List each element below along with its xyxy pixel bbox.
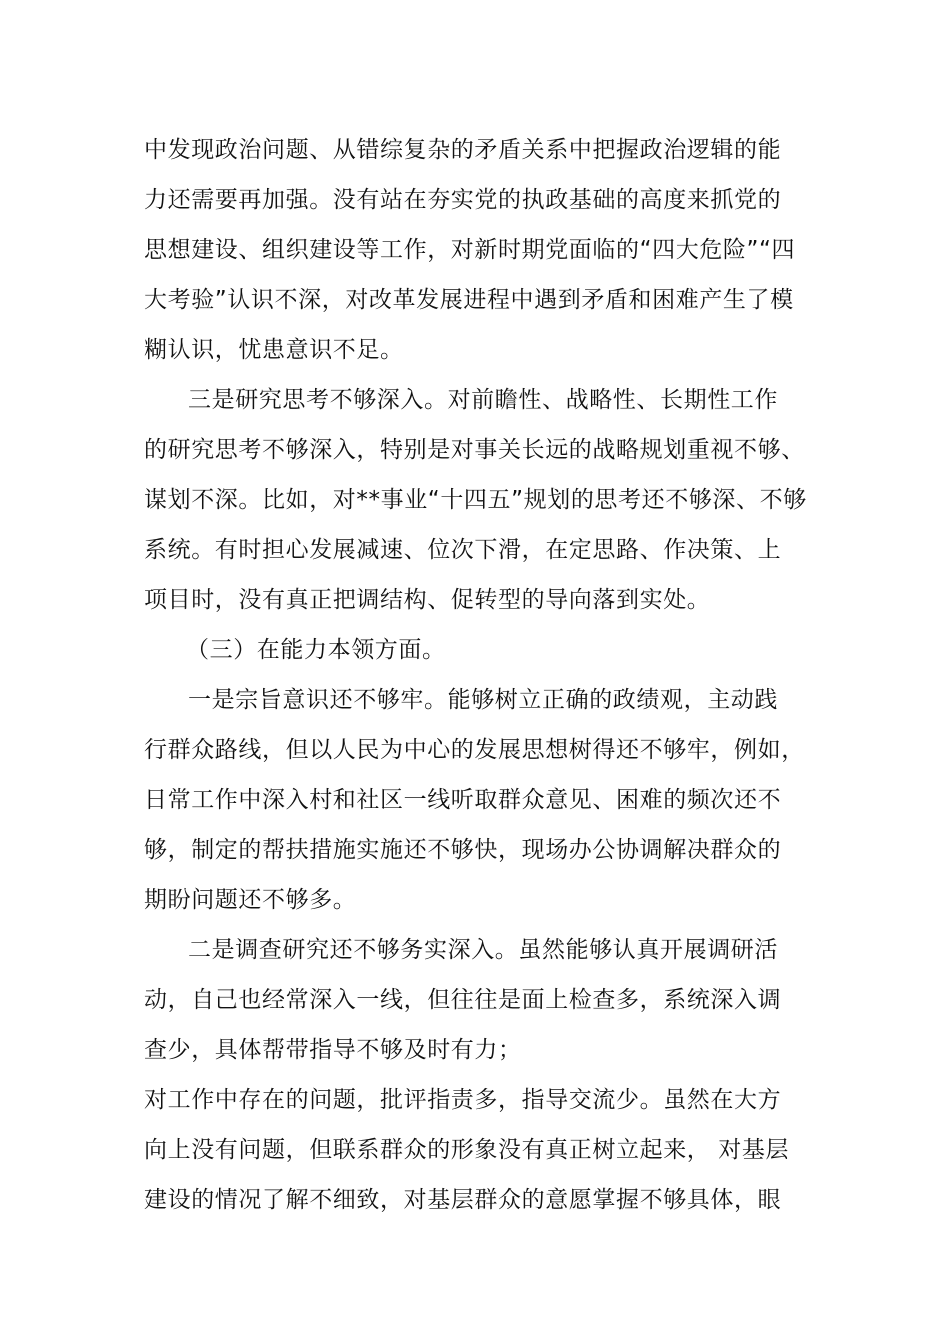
paragraph-line: 的研究思考不够深入，特别是对事关长远的战略规划重视不够、 <box>144 437 805 463</box>
paragraph-line: 系统。有时担心发展减速、位次下滑，在定思路、作决策、上 <box>144 537 782 563</box>
paragraph-line: 二是调查研究还不够务实深入。虽然能够认真开展调研活 <box>188 937 778 963</box>
paragraph-line: 项目时，没有真正把调结构、促转型的导向落到实处。 <box>144 587 711 613</box>
paragraph-line: 三是研究思考不够深入。对前瞻性、战略性、长期性工作 <box>188 387 778 413</box>
paragraph-line: 建设的情况了解不细致，对基层群众的意愿掌握不够具体，眼 <box>144 1187 782 1213</box>
paragraph-line: 糊认识，忧患意识不足。 <box>144 337 404 363</box>
paragraph-line: 对工作中存在的问题，批评指责多，指导交流少。虽然在大方 <box>144 1087 782 1113</box>
paragraph-line: 查少，具体帮带指导不够及时有力； <box>144 1037 522 1063</box>
paragraph-line: 向上没有问题，但联系群众的形象没有真正树立起来， 对基层 <box>144 1137 790 1163</box>
section-heading: （三）在能力本领方面。 <box>186 637 446 663</box>
paragraph-line: 思想建设、组织建设等工作，对新时期党面临的“四大危险”“四 <box>144 237 796 263</box>
paragraph-line: 谋划不深。比如，对**事业“十四五”规划的思考还不够深、不够 <box>144 487 807 513</box>
paragraph-line: 期盼问题还不够多。 <box>144 887 357 913</box>
paragraph-line: 日常工作中深入村和社区一线听取群众意见、困难的频次还不 <box>144 787 782 813</box>
paragraph-line: 大考验”认识不深，对改革发展进程中遇到矛盾和困难产生了模 <box>144 287 794 313</box>
paragraph-line: 够，制定的帮扶措施实施还不够快，现场办公协调解决群众的 <box>144 837 782 863</box>
paragraph-line: 力还需要再加强。没有站在夯实党的执政基础的高度来抓党的 <box>144 187 782 213</box>
paragraph-line: 动，自己也经常深入一线，但往往是面上检查多，系统深入调 <box>144 987 782 1013</box>
paragraph-line: 行群众路线，但以人民为中心的发展思想树得还不够牢，例如， <box>144 737 805 763</box>
paragraph-line: 中发现政治问题、从错综复杂的矛盾关系中把握政治逻辑的能 <box>144 137 782 163</box>
paragraph-line: 一是宗旨意识还不够牢。能够树立正确的政绩观，主动践 <box>188 687 778 713</box>
